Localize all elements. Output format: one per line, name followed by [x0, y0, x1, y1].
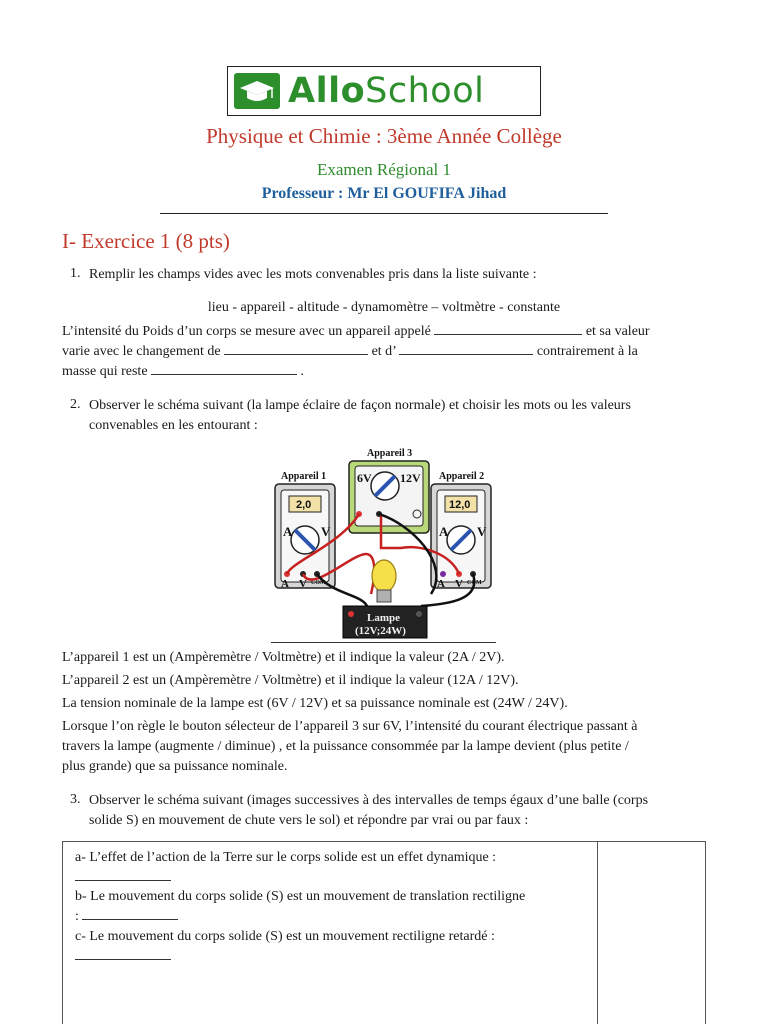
q1-line-2a: varie avec le changement de	[62, 344, 221, 359]
answer-blank[interactable]	[434, 322, 582, 335]
q1-line-2	[62, 342, 638, 362]
device-3-left-range: 6V	[357, 471, 372, 485]
device-2-reading: 12,0	[449, 499, 471, 511]
alloschool-logo	[227, 66, 541, 116]
q2-prompt-line-2: convenables en les entourant :	[89, 418, 258, 433]
q1-line-1a: L’intensité du Poids d’un corps se mesure avec un appareil appelé	[62, 324, 431, 339]
q1-line-3	[62, 362, 304, 382]
logo-wordmark	[288, 70, 485, 111]
q2-line-2: L’appareil 2 est un (Ampèremètre / Voltmètre) et il indique la valeur (12A / 12V).	[62, 673, 519, 688]
table-column-divider	[597, 842, 598, 1024]
q3-prompt-line-2: solide S) en mouvement de chute vers le sol) et répondre par vrai ou par faux :	[89, 813, 529, 828]
q2-line-1: L’appareil 1 est un (Ampèremètre / Voltmètre) et il indique la valeur (2A / 2V).	[62, 650, 505, 665]
q2-prompt-line-1: Observer le schéma suivant (la lampe éclaire de façon normale) et choisir les mots ou les valeurs	[89, 398, 631, 413]
exam-subtitle: Examen Régional 1	[316, 160, 452, 179]
logo-name-bold: Allo	[288, 70, 366, 111]
device-1-a-label: A	[283, 524, 293, 539]
header-divider	[160, 213, 608, 214]
q3-prompt-line-1: Observer le schéma suivant (images successives à des intervalles de temps égaux d’une balle (corps	[89, 793, 649, 808]
device-2-a-label: A	[439, 524, 449, 539]
figure-baseline	[271, 642, 496, 643]
answer-blank[interactable]	[399, 342, 533, 355]
q1-line-3a: masse qui reste	[62, 364, 148, 379]
q2-line-3: La tension nominale de la lampe est (6V / 12V) et sa puissance nominale est (24W / 24V).	[62, 696, 568, 711]
q1-line-2c: contrairement à la	[536, 344, 638, 359]
q1-line-1	[62, 322, 650, 342]
lamp-label: Lampe	[367, 612, 400, 624]
device-2-v-label: V	[477, 524, 487, 539]
answer-blank[interactable]	[82, 907, 178, 920]
answer-blank[interactable]	[224, 342, 368, 355]
q2-number: 2.	[70, 397, 81, 412]
answer-blank[interactable]	[151, 362, 297, 375]
device-1-terminal-com: COM	[311, 580, 326, 586]
q2-line-5: travers la lampe (augmente / diminue) , et la puissance consommée par la lampe devient (plus petite /	[62, 739, 629, 754]
device-1-label: Appareil 1	[281, 471, 327, 482]
logo-name-rest: School	[365, 70, 485, 111]
device-1-terminal-v: V	[299, 578, 307, 590]
q3-item-a-answer	[75, 868, 590, 888]
device-2-terminal-v: V	[455, 578, 463, 590]
circuit-figure	[271, 444, 496, 642]
q3-item-b: b- Le mouvement du corps solide (S) est un mouvement de translation rectiligne	[75, 889, 526, 904]
device-2-terminal-a: A	[437, 578, 445, 590]
q1-line-3b: .	[300, 364, 305, 379]
q1-prompt: Remplir les champs vides avec les mots convenables pris dans la liste suivante :	[89, 267, 537, 282]
answer-blank[interactable]	[75, 947, 171, 960]
device-2-terminal-com: COM	[467, 580, 482, 586]
device-3-label: Appareil 3	[367, 448, 413, 459]
q2-line-6: plus grande) que sa puissance nominale.	[62, 759, 288, 774]
graduation-cap-icon	[234, 73, 280, 109]
q1-word-list: lieu - appareil - altitude - dynamomètre – voltmètre - constante	[207, 300, 561, 315]
q3-item-c: c- Le mouvement du corps solide (S) est un mouvement rectiligne retardé :	[75, 929, 495, 944]
q3-answer-table	[62, 841, 706, 1024]
q1-number: 1.	[70, 266, 81, 281]
q3-item-c-answer	[75, 947, 590, 967]
lamp-rating: (12V;24W)	[355, 625, 406, 637]
device-1-terminal-a: A	[281, 578, 289, 590]
q3-item-b-answer	[75, 907, 590, 927]
q1-line-1b: et sa valeur	[585, 324, 650, 339]
q2-line-4: Lorsque l’on règle le bouton sélecteur de l’appareil 3 sur 6V, l’intensité du courant électrique passant à	[62, 719, 638, 734]
device-1-v-label: V	[321, 524, 331, 539]
q3-item-a: a- L’effet de l’action de la Terre sur le corps solide est un effet dynamique :	[75, 850, 497, 865]
q3-number: 3.	[70, 792, 81, 807]
answer-blank[interactable]	[75, 868, 171, 881]
device-2-label: Appareil 2	[439, 471, 485, 482]
teacher-name: Professeur : Mr El GOUFIFA Jihad	[261, 185, 507, 202]
device-1-reading: 2,0	[296, 499, 312, 511]
q1-line-2b: et d’	[371, 344, 396, 359]
page-title: Physique et Chimie : 3ème Année Collège	[206, 124, 562, 148]
section-title: I- Exercice 1 (8 pts)	[62, 229, 230, 253]
device-3-right-range: 12V	[400, 471, 421, 485]
q3-item-b-colon: :	[75, 909, 79, 924]
